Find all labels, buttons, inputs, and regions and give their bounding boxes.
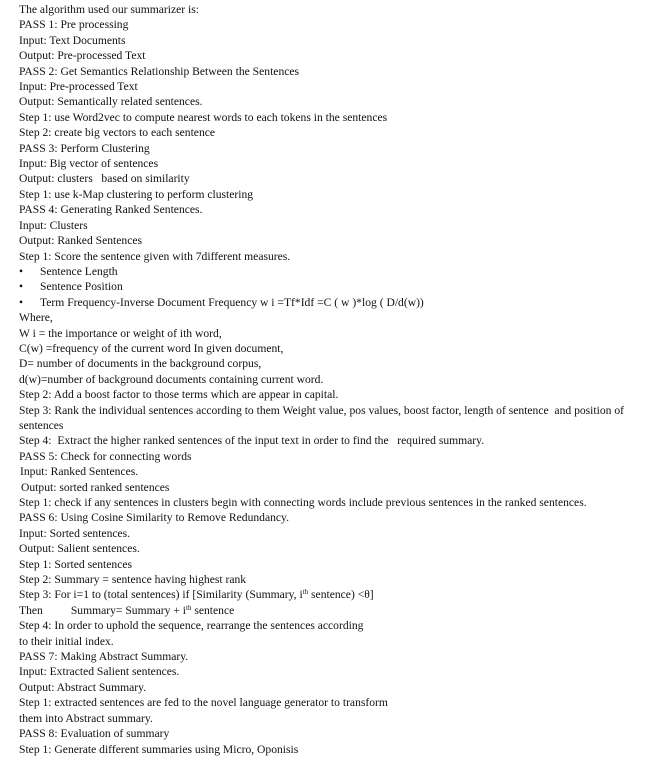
pass2-step2: Step 2: create big vectors to each sentence — [19, 126, 216, 140]
pass7-title: PASS 7: Making Abstract Summary. — [19, 650, 189, 664]
pass6-title: PASS 6: Using Cosine Similarity to Remove Redundancy. — [19, 511, 289, 525]
pass8-step1: Step 1: Generate different summaries using Micro, Oponisis — [19, 742, 299, 756]
bullet-icon: • — [19, 280, 24, 294]
algorithm-document — [0, 2, 651, 757]
pass6-step4-line1: Step 4: In order to uphold the sequence, rearrange the sentences according — [19, 619, 364, 633]
pass5-step1: Step 1: check if any sentences in clusters begin with connecting words include previous sentences in the ranked sentences. — [19, 496, 587, 509]
definition-line: D= number of documents in the background corpus, — [19, 357, 262, 371]
pass5-output: Output: sorted ranked sentences — [21, 480, 170, 494]
bullet-text: Sentence Position — [40, 280, 123, 294]
pass8-title: PASS 8: Evaluation of summary — [19, 727, 170, 741]
pass6-output: Output: Salient sentences. — [19, 542, 140, 556]
intro-line: The algorithm used our summarizer is: — [19, 3, 199, 16]
pass7-output: Output: Abstract Summary. — [19, 680, 147, 694]
step3-text-start: Step 3: For i=1 to (total sentences) if [Similarity (Summary, i — [19, 588, 303, 602]
bullet-icon: • — [19, 264, 24, 278]
pass6-step4-line2: to their initial index. — [19, 634, 114, 648]
pass6-step3 — [0, 587, 651, 602]
pass6-step1: Step 1: Sorted sentences — [19, 557, 133, 571]
bullet-item — [0, 295, 651, 310]
pass5-input: Input: Ranked Sentences. — [20, 465, 139, 479]
bullet-text: Sentence Length — [40, 264, 118, 278]
pass3-step1: Step 1: use k-Map clustering to perform clustering — [19, 187, 254, 201]
pass5-title: PASS 5: Check for connecting words — [19, 449, 192, 463]
pass1-output: Output: Pre-processed Text — [19, 49, 146, 63]
step3-text-end: sentence) <θ] — [308, 588, 374, 602]
bullet-item — [0, 264, 651, 279]
pass4-input: Input: Clusters — [19, 218, 88, 232]
definition-line: W i = the importance or weight of ith word, — [19, 326, 222, 340]
then-keyword: Then — [19, 603, 43, 617]
bullet-text: Term Frequency-Inverse Document Frequency w i =Tf*Idf =C ( w )*log ( D/d(w)) — [40, 295, 424, 309]
ordinal-suffix: th — [186, 603, 192, 612]
where-label: Where, — [19, 311, 53, 325]
pass2-output: Output: Semantically related sentences. — [19, 95, 203, 109]
bullet-icon: • — [19, 295, 24, 309]
then-text-end: sentence — [191, 603, 235, 617]
definition-line: C(w) =frequency of the current word In given document, — [19, 341, 284, 355]
pass7-step1-line1: Step 1: extracted sentences are fed to the novel language generator to transform — [19, 696, 388, 710]
pass3-title: PASS 3: Perform Clustering — [19, 141, 150, 155]
pass4-step2: Step 2: Add a boost factor to those terms which are appear in capital. — [19, 388, 339, 402]
pass2-input: Input: Pre-processed Text — [19, 80, 138, 94]
pass3-input: Input: Big vector of sentences — [19, 157, 159, 171]
pass4-step3: Step 3: Rank the individual sentences according to them Weight value, pos values, boost factor, length of sentence and position of sentences — [19, 403, 627, 432]
pass2-title: PASS 2: Get Semantics Relationship Between the Sentences — [19, 64, 300, 78]
pass4-output: Output: Ranked Sentences — [19, 234, 142, 248]
pass7-input: Input: Extracted Salient sentences. — [19, 665, 180, 679]
pass6-then-line — [0, 603, 651, 618]
pass1-title: PASS 1: Pre processing — [19, 18, 129, 32]
pass3-output: Output: clusters based on similarity — [19, 172, 190, 186]
bullet-item — [0, 279, 651, 294]
pass4-title: PASS 4: Generating Ranked Sentences. — [19, 203, 203, 217]
pass2-step1: Step 1: use Word2vec to compute nearest words to each tokens in the sentences — [19, 110, 388, 124]
definition-line: d(w)=number of background documents containing current word. — [19, 372, 324, 386]
ordinal-suffix: th — [302, 588, 309, 597]
pass4-step4: Step 4: Extract the higher ranked sentences of the input text in order to find the required summary. — [19, 434, 485, 448]
pass7-step1-line2: them into Abstract summary. — [19, 711, 153, 725]
pass1-input: Input: Text Documents — [19, 33, 126, 47]
then-text: Summary= Summary + i — [70, 603, 186, 617]
pass6-input: Input: Sorted sentences. — [19, 526, 131, 540]
pass4-step1: Step 1: Score the sentence given with 7different measures. — [19, 249, 291, 263]
pass6-step2: Step 2: Summary = sentence having highest rank — [19, 573, 247, 587]
